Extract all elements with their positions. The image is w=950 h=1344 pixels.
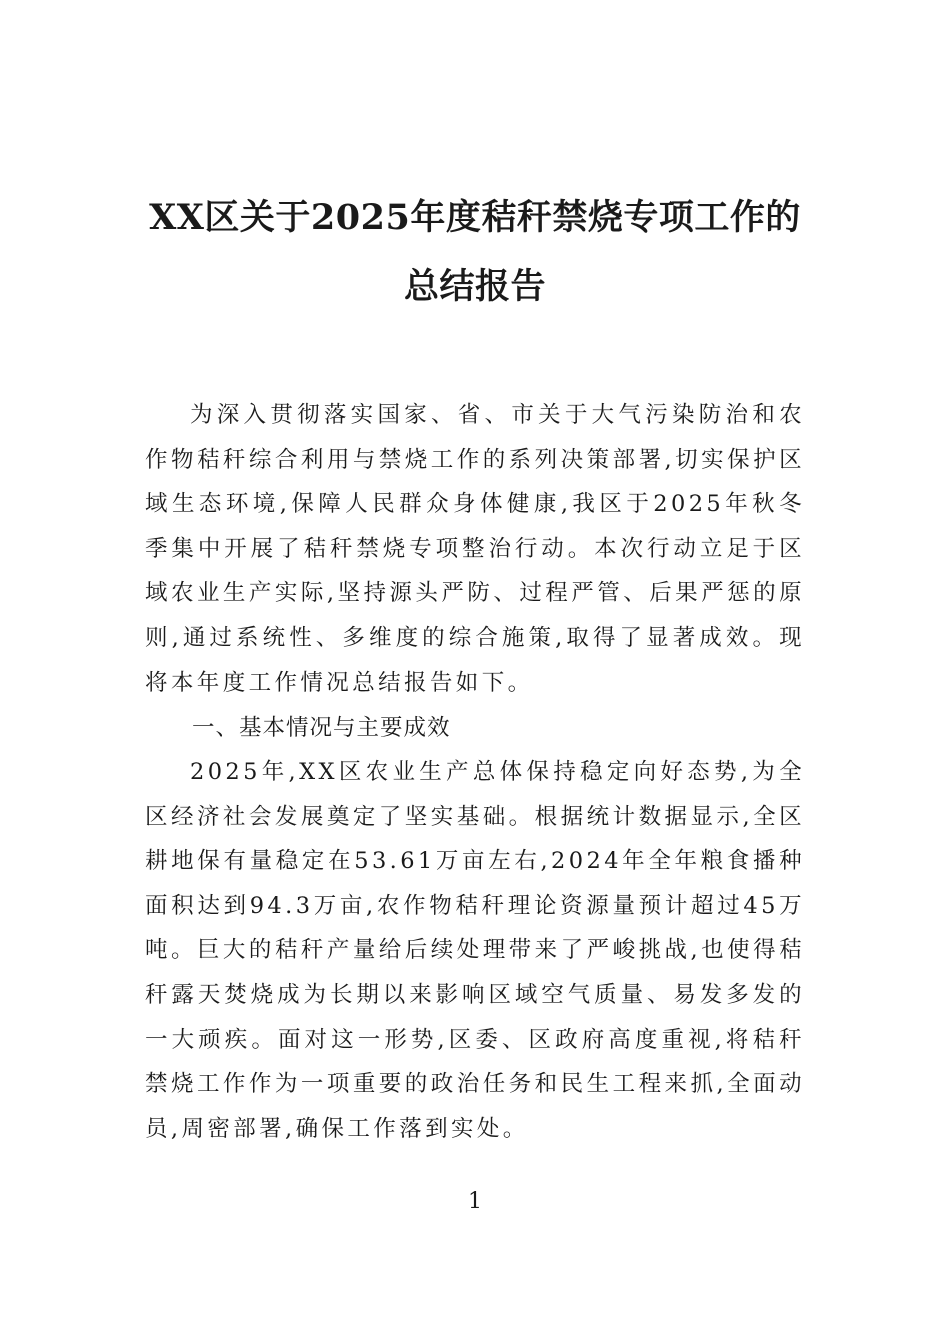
section1-paragraph-block: [145, 750, 805, 1151]
section-heading-1: 一、基本情况与主要成效: [192, 715, 451, 741]
intro-paragraph-block: [145, 393, 805, 705]
document-title-line-1: XX区关于2025年度秸秆禁烧专项工作的: [149, 197, 801, 238]
section1-paragraph: 2025年,XX区农业生产总体保持稳定向好态势,为全区经济社会发展奠定了坚实基础。根据统计数据显示,全区耕地保有量稳定在53.61万亩左右,2024年全年粮食播种面积达到94.3万亩,农作物秸秆理论资源量预计超过45万吨。巨大的秸秆产量给后续处理带来了严峻挑战,也使得秸秆露天焚烧成为长期以来影响区域空气质量、易发多发的一大顽疾。面对这一形势,区委、区政府高度重视,将秸秆禁烧工作作为一项重要的政治任务和民生工程来抓,全面动员,周密部署,确保工作落到实处。: [145, 759, 805, 1142]
document-title-line-2: 总结报告: [403, 266, 546, 307]
intro-paragraph: 为深入贯彻落实国家、省、市关于大气污染防治和农作物秸秆综合利用与禁烧工作的系列决策部署,切实保护区域生态环境,保障人民群众身体健康,我区于2025年秋冬季集中开展了秸秆禁烧专项整治行动。本次行动立足于区域农业生产实际,坚持源头严防、过程严管、后果严惩的原则,通过系统性、多维度的综合施策,取得了显著成效。现将本年度工作情况总结报告如下。: [145, 402, 805, 696]
page-number: 1: [468, 1189, 482, 1214]
